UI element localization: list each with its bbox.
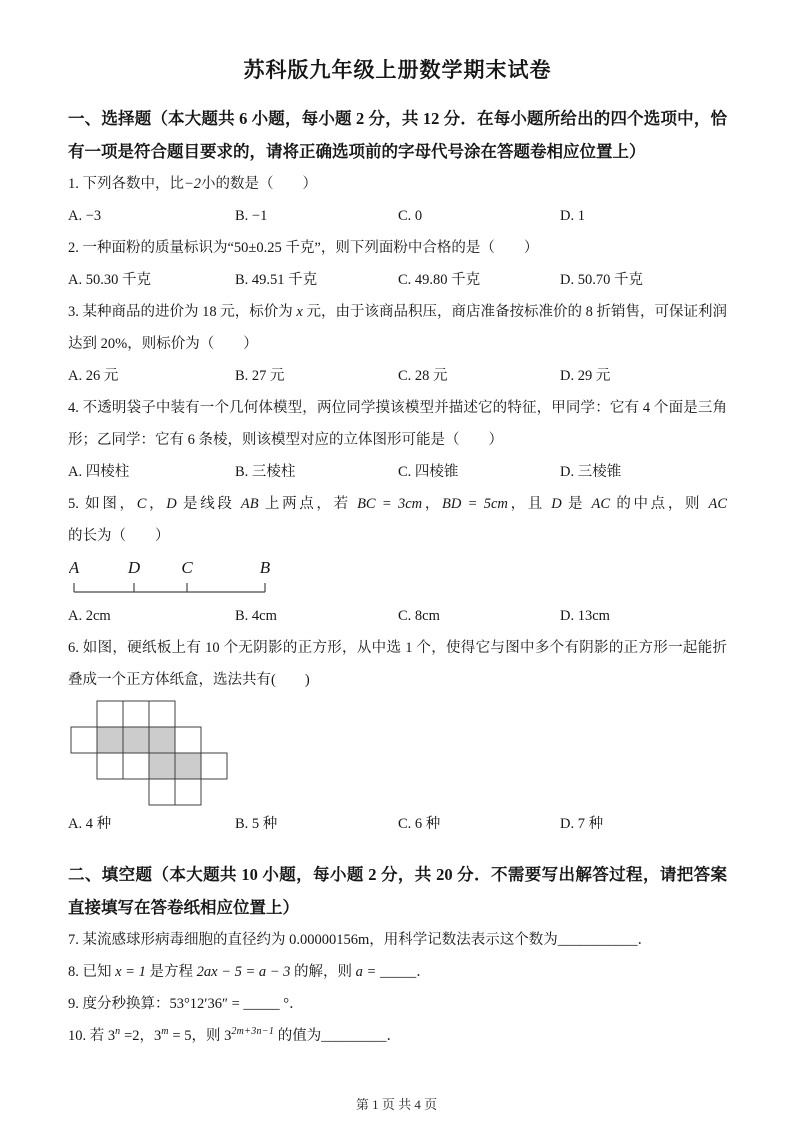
question-5-text: 5. 如图， bbox=[68, 496, 137, 512]
option-a: A. 50.30 千克 bbox=[68, 272, 151, 288]
option-b: B. 49.51 千克 bbox=[235, 272, 318, 288]
question-8-blank: _____． bbox=[376, 964, 431, 980]
option-c: C. 0 bbox=[398, 208, 423, 224]
segment-ac-label: AC bbox=[591, 496, 611, 512]
segment-ab-label: AB bbox=[240, 496, 259, 512]
question-9-stem: 9. 度分秒换算：53°12′36″ = _____ °． bbox=[68, 996, 304, 1012]
question-2-stem: 2. 一种面粉的质量标识为“50±0.25 千克”，则下列面粉中合格的是（ ） bbox=[68, 240, 539, 256]
point-d-label: D bbox=[166, 496, 177, 512]
option-c: C. 28 元 bbox=[398, 368, 448, 384]
x-equals-1: x = 1 bbox=[115, 964, 146, 980]
question-1-text: 1. 下列各数中，比 bbox=[68, 176, 184, 192]
question-5-text-5: ， bbox=[422, 496, 443, 512]
question-3-options bbox=[68, 360, 727, 392]
exponent-2m-3n-1: 2m+3n−1 bbox=[231, 1026, 275, 1038]
bd-equation: BD = 5cm bbox=[442, 496, 508, 512]
question-8-text-2: 是方程 bbox=[145, 964, 197, 980]
question-10-blank: 的值为_________． bbox=[274, 1028, 402, 1044]
point-d-label-2: D bbox=[551, 496, 562, 512]
segment-ac-label-2: AC bbox=[708, 496, 728, 512]
question-2-options bbox=[68, 264, 727, 296]
question-5-text-7: 是 bbox=[561, 496, 592, 512]
question-6-options bbox=[68, 808, 727, 840]
question-3-text-2: 元，由于该商品积压，商店准备按标准价的 8 折销售，可保证利润达到 20%，则标价为（ ） bbox=[68, 304, 728, 352]
option-d: D. 50.70 千克 bbox=[560, 272, 643, 288]
option-b: B. 4cm bbox=[235, 608, 277, 624]
question-4-options bbox=[68, 456, 727, 488]
exponent-m: m bbox=[161, 1026, 169, 1038]
equation-2ax: 2ax − 5 = a − 3 bbox=[196, 964, 291, 980]
option-d: D. 三棱锥 bbox=[560, 464, 622, 480]
svg-text:C: C bbox=[181, 558, 193, 577]
question-4 bbox=[68, 392, 727, 488]
question-5 bbox=[68, 488, 727, 632]
page-content bbox=[68, 0, 727, 1052]
section1-heading: 一、选择题（本大题共 6 小题，每小题 2 分，共 12 分．在每小题所给出的四个选项中，恰有一项是符合题目要求的，请将正确选项前的字母代号涂在答题卷相应位置上） bbox=[68, 109, 727, 161]
option-d: D. 1 bbox=[560, 208, 585, 224]
bc-equation: BC = 3cm bbox=[357, 496, 423, 512]
cube-net-figure bbox=[70, 700, 727, 806]
question-10-text: 10. 若 3 bbox=[68, 1028, 116, 1044]
segment-figure bbox=[69, 554, 727, 600]
question-10-stem bbox=[68, 1020, 727, 1052]
question-8-stem bbox=[68, 956, 727, 988]
option-a: A. 2cm bbox=[68, 608, 111, 624]
question-8-text: 8. 已知 bbox=[68, 964, 116, 980]
question-6 bbox=[68, 632, 727, 840]
segment-figure-svg bbox=[69, 554, 281, 600]
svg-text:A: A bbox=[69, 558, 80, 577]
option-c: C. 四棱锥 bbox=[398, 464, 459, 480]
question-10-text-3: = 5，则 3 bbox=[168, 1028, 232, 1044]
question-5-text-6: ，且 bbox=[507, 496, 552, 512]
page-title: 苏科版九年级上册数学期末试卷 bbox=[243, 58, 552, 82]
svg-text:B: B bbox=[259, 558, 271, 577]
question-6-stem: 6. 如图，硬纸板上有 10 个无阴影的正方形，从中选 1 个，使得它与图中多个有阴影的正方形一起能折叠成一个正方体纸盒，选法共有( ) bbox=[68, 640, 727, 688]
option-b: B. 27 元 bbox=[235, 368, 285, 384]
option-a: A. 4 种 bbox=[68, 816, 112, 832]
option-b: B. −1 bbox=[235, 208, 268, 224]
question-3-math: x bbox=[296, 304, 303, 320]
option-a: A. 四棱柱 bbox=[68, 464, 130, 480]
question-1-text-2: 小的数是（ ） bbox=[201, 176, 318, 192]
option-a: A. 26 元 bbox=[68, 368, 119, 384]
option-c: C. 49.80 千克 bbox=[398, 272, 481, 288]
point-c-label: C bbox=[136, 496, 147, 512]
section2-heading: 二、填空题（本大题共 10 小题，每小题 2 分，共 20 分．不需要写出解答过程，请把答案直接填写在答卷纸相应位置上） bbox=[68, 865, 727, 917]
question-3-text: 3. 某种商品的进价为 18 元，标价为 bbox=[68, 304, 297, 320]
option-b: B. 三棱柱 bbox=[235, 464, 296, 480]
option-c: C. 6 种 bbox=[398, 816, 441, 832]
a-equals: a = bbox=[355, 964, 377, 980]
question-1-stem bbox=[68, 168, 727, 200]
question-4-stem: 4. 不透明袋子中装有一个几何体模型，两位同学摸该模型并描述它的特征，甲同学：它有 4 个面是三角形；乙同学：它有 6 条棱，则该模型对应的立体图形可能是（ ） bbox=[68, 400, 727, 448]
question-5-stem bbox=[68, 488, 727, 552]
question-5-text-9: 的长为（ ） bbox=[68, 528, 170, 544]
page-footer: 第 1 页 共 4 页 bbox=[355, 1097, 438, 1112]
question-1-math: −2 bbox=[184, 176, 202, 192]
question-1-options bbox=[68, 200, 727, 232]
question-5-text-4: 上两点，若 bbox=[258, 496, 358, 512]
option-d: D. 7 种 bbox=[560, 816, 604, 832]
option-d: D. 13cm bbox=[560, 608, 610, 624]
question-5-options bbox=[68, 600, 727, 632]
question-1 bbox=[68, 168, 727, 232]
question-3-stem bbox=[68, 296, 727, 360]
svg-text:D: D bbox=[127, 558, 141, 577]
question-2 bbox=[68, 232, 727, 296]
option-a: A. −3 bbox=[68, 208, 102, 224]
question-3 bbox=[68, 296, 727, 392]
option-d: D. 29 元 bbox=[560, 368, 611, 384]
question-5-text-3: 是线段 bbox=[176, 496, 241, 512]
question-5-text-8: 的中点，则 bbox=[610, 496, 709, 512]
exponent-n: n bbox=[115, 1026, 121, 1038]
question-10-text-2: =2，3 bbox=[120, 1028, 162, 1044]
question-8-text-3: 的解，则 bbox=[290, 964, 356, 980]
cube-net-figure-svg bbox=[70, 700, 228, 806]
option-c: C. 8cm bbox=[398, 608, 440, 624]
option-b: B. 5 种 bbox=[235, 816, 278, 832]
question-5-text-2: ， bbox=[146, 496, 167, 512]
question-7-stem: 7. 某流感球形病毒细胞的直径约为 0.00000156m，用科学记数法表示这个数为___________． bbox=[68, 932, 653, 948]
